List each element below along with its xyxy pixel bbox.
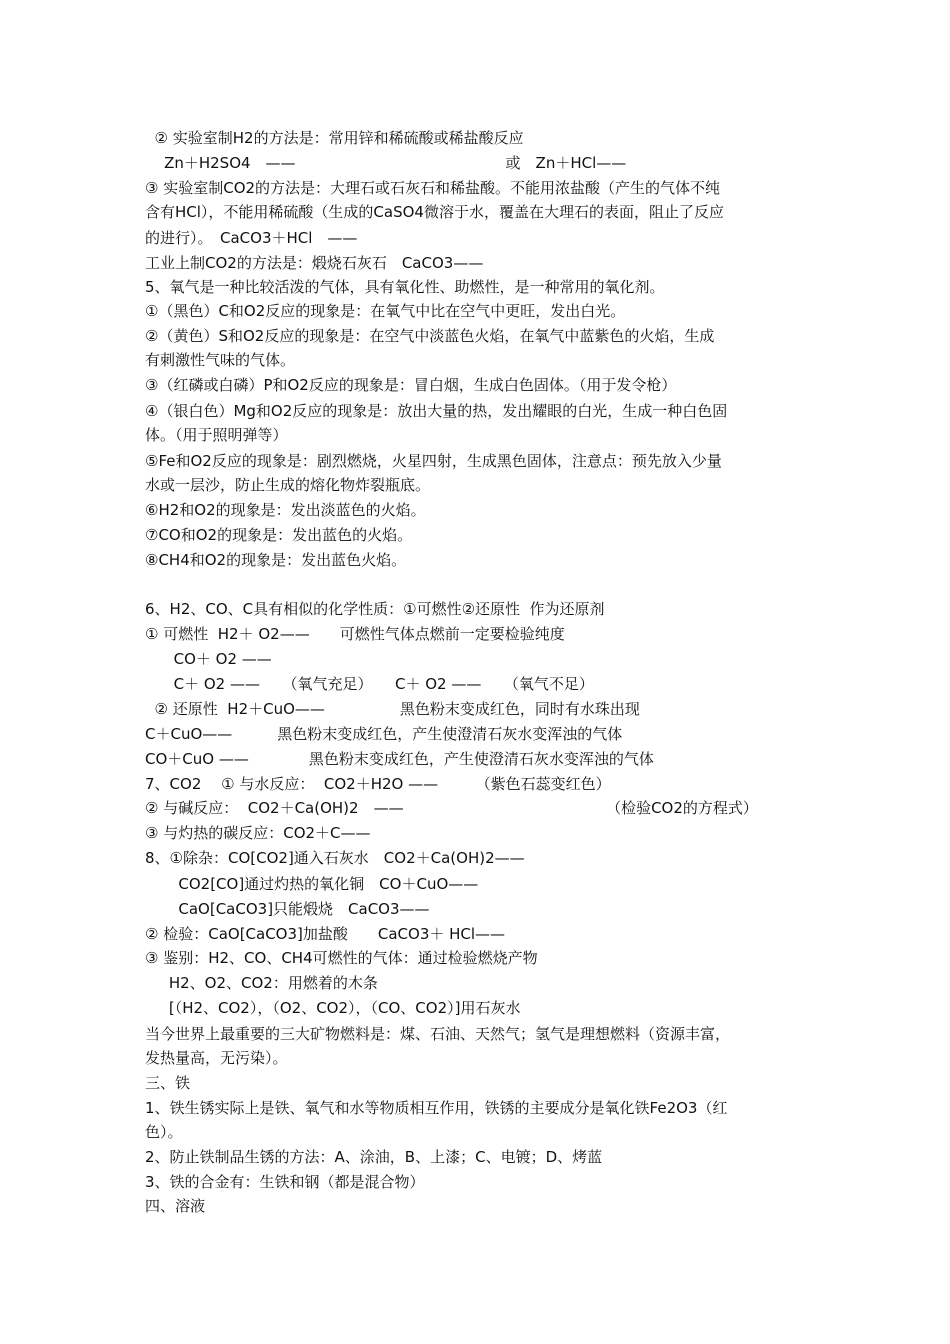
text-line: ③（红磷或白磷）P和O2反应的现象是：冒白烟，生成白色固体。（用于发令枪） <box>145 376 677 394</box>
text-line: CaO[CaCO3]只能煅烧 CaCO3—— <box>145 900 430 918</box>
text-line: ② 与碱反应： CO2＋Ca(OH)2 —— （检验CO2的方程式） <box>145 799 758 817</box>
text-line: ② 检验：CaO[CaCO3]加盐酸 CaCO3＋ HCl—— <box>145 925 506 943</box>
text-line: CO2[CO]通过灼热的氧化铜 CO＋CuO—— <box>145 875 479 893</box>
text-line: 工业上制CO2的方法是：煅烧石灰石 CaCO3—— <box>145 254 484 272</box>
text-line: ① 可燃性 H2＋ O2—— 可燃性气体点燃前一定要检验纯度 <box>145 625 565 643</box>
text-line: ④（银白色）Mg和O2反应的现象是：放出大量的热，发出耀眼的白光，生成一种白色固 <box>145 402 728 420</box>
text-line: 3、铁的合金有：生铁和钢（都是混合物） <box>145 1173 425 1191</box>
text-line: ⑦CO和O2的现象是：发出蓝色的火焰。 <box>145 526 413 544</box>
text-line: 8、①除杂：CO[CO2]通入石灰水 CO2＋Ca(OH)2—— <box>145 849 525 867</box>
text-line: H2、O2、CO2：用燃着的木条 <box>145 974 378 992</box>
text-line: 1、铁生锈实际上是铁、氧气和水等物质相互作用，铁锈的主要成分是氧化铁Fe2O3（红 <box>145 1099 728 1117</box>
text-line: 色）。 <box>145 1123 183 1141</box>
text-line: 水或一层沙，防止生成的熔化物炸裂瓶底。 <box>145 476 431 494</box>
text-line: ⑧CH4和O2的现象是：发出蓝色火焰。 <box>145 551 407 569</box>
text-line: 2、防止铁制品生锈的方法：A、涂油，B、上漆；C、电镀；D、烤蓝 <box>145 1148 603 1166</box>
text-line: ② 还原性 H2＋CuO—— 黑色粉末变成红色，同时有水珠出现 <box>145 700 640 718</box>
text-line: ⑤Fe和O2反应的现象是：剧烈燃烧，火星四射，生成黑色固体，注意点：预先放入少量 <box>145 452 722 470</box>
text-line: ③ 与灼热的碳反应：CO2＋C—— <box>145 824 371 842</box>
text-line: Zn＋H2SO4 —— 或 Zn＋HCl—— <box>145 154 627 172</box>
text-line: ③ 鉴别：H2、CO、CH4可燃性的气体：通过检验燃烧产物 <box>145 949 538 967</box>
text-line: 7、CO2 ① 与水反应： CO2＋H2O —— （紫色石蕊变红色） <box>145 775 611 793</box>
text-line: 有刺激性气味的气体。 <box>145 351 296 369</box>
text-line: 5、氧气是一种比较活泼的气体，具有氧化性、助燃性，是一种常用的氧化剂。 <box>145 278 665 296</box>
text-line: C＋ O2 —— （氧气充足） C＋ O2 —— （氧气不足） <box>145 675 594 693</box>
text-line: [（H2、CO2），（O2、CO2），（CO、CO2）]用石灰水 <box>145 999 521 1017</box>
text-line: ①（黑色）C和O2反应的现象是：在氧气中比在空气中更旺，发出白光。 <box>145 302 626 320</box>
text-line: ② 实验室制H2的方法是：常用锌和稀硫酸或稀盐酸反应 <box>145 129 524 147</box>
text-line: CO＋CuO —— 黑色粉末变成红色，产生使澄清石灰水变浑浊的气体 <box>145 750 654 768</box>
text-line: CO＋ O2 —— <box>145 650 272 668</box>
text-line: C＋CuO—— 黑色粉末变成红色，产生使澄清石灰水变浑浊的气体 <box>145 725 623 743</box>
text-line: 发热量高，无污染）。 <box>145 1049 288 1067</box>
text-line: 当今世界上最重要的三大矿物燃料是：煤、石油、天然气；氢气是理想燃料（资源丰富， <box>145 1025 731 1043</box>
text-line: 的进行）。 CaCO3＋HCl —— <box>145 229 358 247</box>
text-line: 体。（用于照明弹等） <box>145 426 288 444</box>
text-line: 四、溶液 <box>145 1197 206 1215</box>
text-line: ⑥H2和O2的现象是：发出淡蓝色的火焰。 <box>145 501 426 519</box>
text-line: 含有HCl），不能用稀硫酸（生成的CaSO4微溶于水，覆盖在大理石的表面，阻止了反应 <box>145 203 724 221</box>
text-line: 6、H2、CO、C具有相似的化学性质：①可燃性②还原性 作为还原剂 <box>145 600 605 618</box>
text-line: ②（黄色）S和O2反应的现象是：在空气中淡蓝色火焰，在氧气中蓝紫色的火焰，生成 <box>145 327 715 345</box>
text-line: ③ 实验室制CO2的方法是：大理石或石灰石和稀盐酸。不能用浓盐酸（产生的气体不纯 <box>145 179 721 197</box>
text-line: 三、铁 <box>145 1074 191 1092</box>
